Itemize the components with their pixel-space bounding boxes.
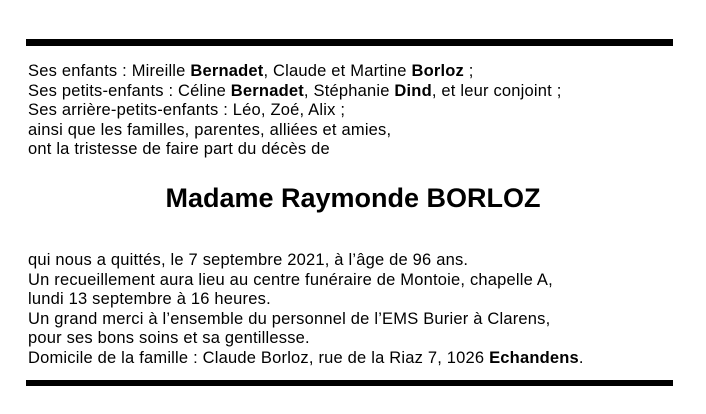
- intro-text: , Stéphanie: [303, 81, 395, 100]
- intro-text: ;: [464, 62, 474, 80]
- details-paragraph: [28, 251, 584, 368]
- intro-text: ont la tristesse de faire part du décès de: [28, 140, 330, 158]
- details-line-ceremony-time: [28, 290, 584, 310]
- intro-text: , Claude et Martine: [263, 62, 412, 80]
- surname-bold: Dind: [394, 81, 432, 100]
- intro-line-announcement: [28, 140, 562, 160]
- surname-bold: Borloz: [411, 62, 464, 80]
- intro-line-grandchildren: [28, 82, 562, 102]
- details-text: Domicile de la famille : Claude Borloz, rue de la Riaz 7, 1026: [28, 348, 490, 367]
- details-text: Un grand merci à l’ensemble du personnel de l’EMS Burier à Clarens,: [28, 309, 551, 328]
- intro-text: Ses arrière-petits-enfants : Léo, Zoé, Alix ;: [28, 101, 346, 119]
- intro-text: Ses enfants : Mireille: [28, 62, 191, 80]
- details-text: pour ses bons soins et sa gentillesse.: [28, 329, 310, 347]
- intro-line-children: [28, 62, 562, 82]
- city-bold: Echandens: [489, 348, 579, 367]
- deceased-name-title: Madame Raymonde BORLOZ: [165, 183, 541, 213]
- details-line-family-address: [28, 349, 584, 369]
- details-line-thanks: [28, 310, 584, 330]
- family-intro-paragraph: [28, 62, 562, 160]
- surname-bold: Bernadet: [230, 81, 304, 100]
- details-line-thanks-2: [28, 329, 584, 349]
- surname-bold: Bernadet: [190, 62, 264, 80]
- details-line-death-date: [28, 251, 584, 271]
- details-text: qui nous a quittés, le 7 septembre 2021, à l’âge de 96 ans.: [28, 251, 469, 269]
- details-text: lundi 13 septembre à 16 heures.: [28, 290, 271, 308]
- intro-line-families: [28, 121, 562, 141]
- details-line-ceremony-place: [28, 271, 584, 291]
- details-text: Un recueillement aura lieu au centre funéraire de Montoie, chapelle A,: [28, 270, 553, 289]
- bottom-rule: [26, 380, 673, 386]
- details-text: .: [578, 348, 584, 367]
- intro-text: , et leur conjoint ;: [431, 81, 562, 100]
- intro-text: ainsi que les familles, parentes, alliées et amies,: [28, 120, 392, 139]
- intro-text: Ses petits-enfants : Céline: [28, 81, 231, 100]
- top-rule: [26, 39, 673, 46]
- intro-line-great-grandchildren: [28, 101, 562, 121]
